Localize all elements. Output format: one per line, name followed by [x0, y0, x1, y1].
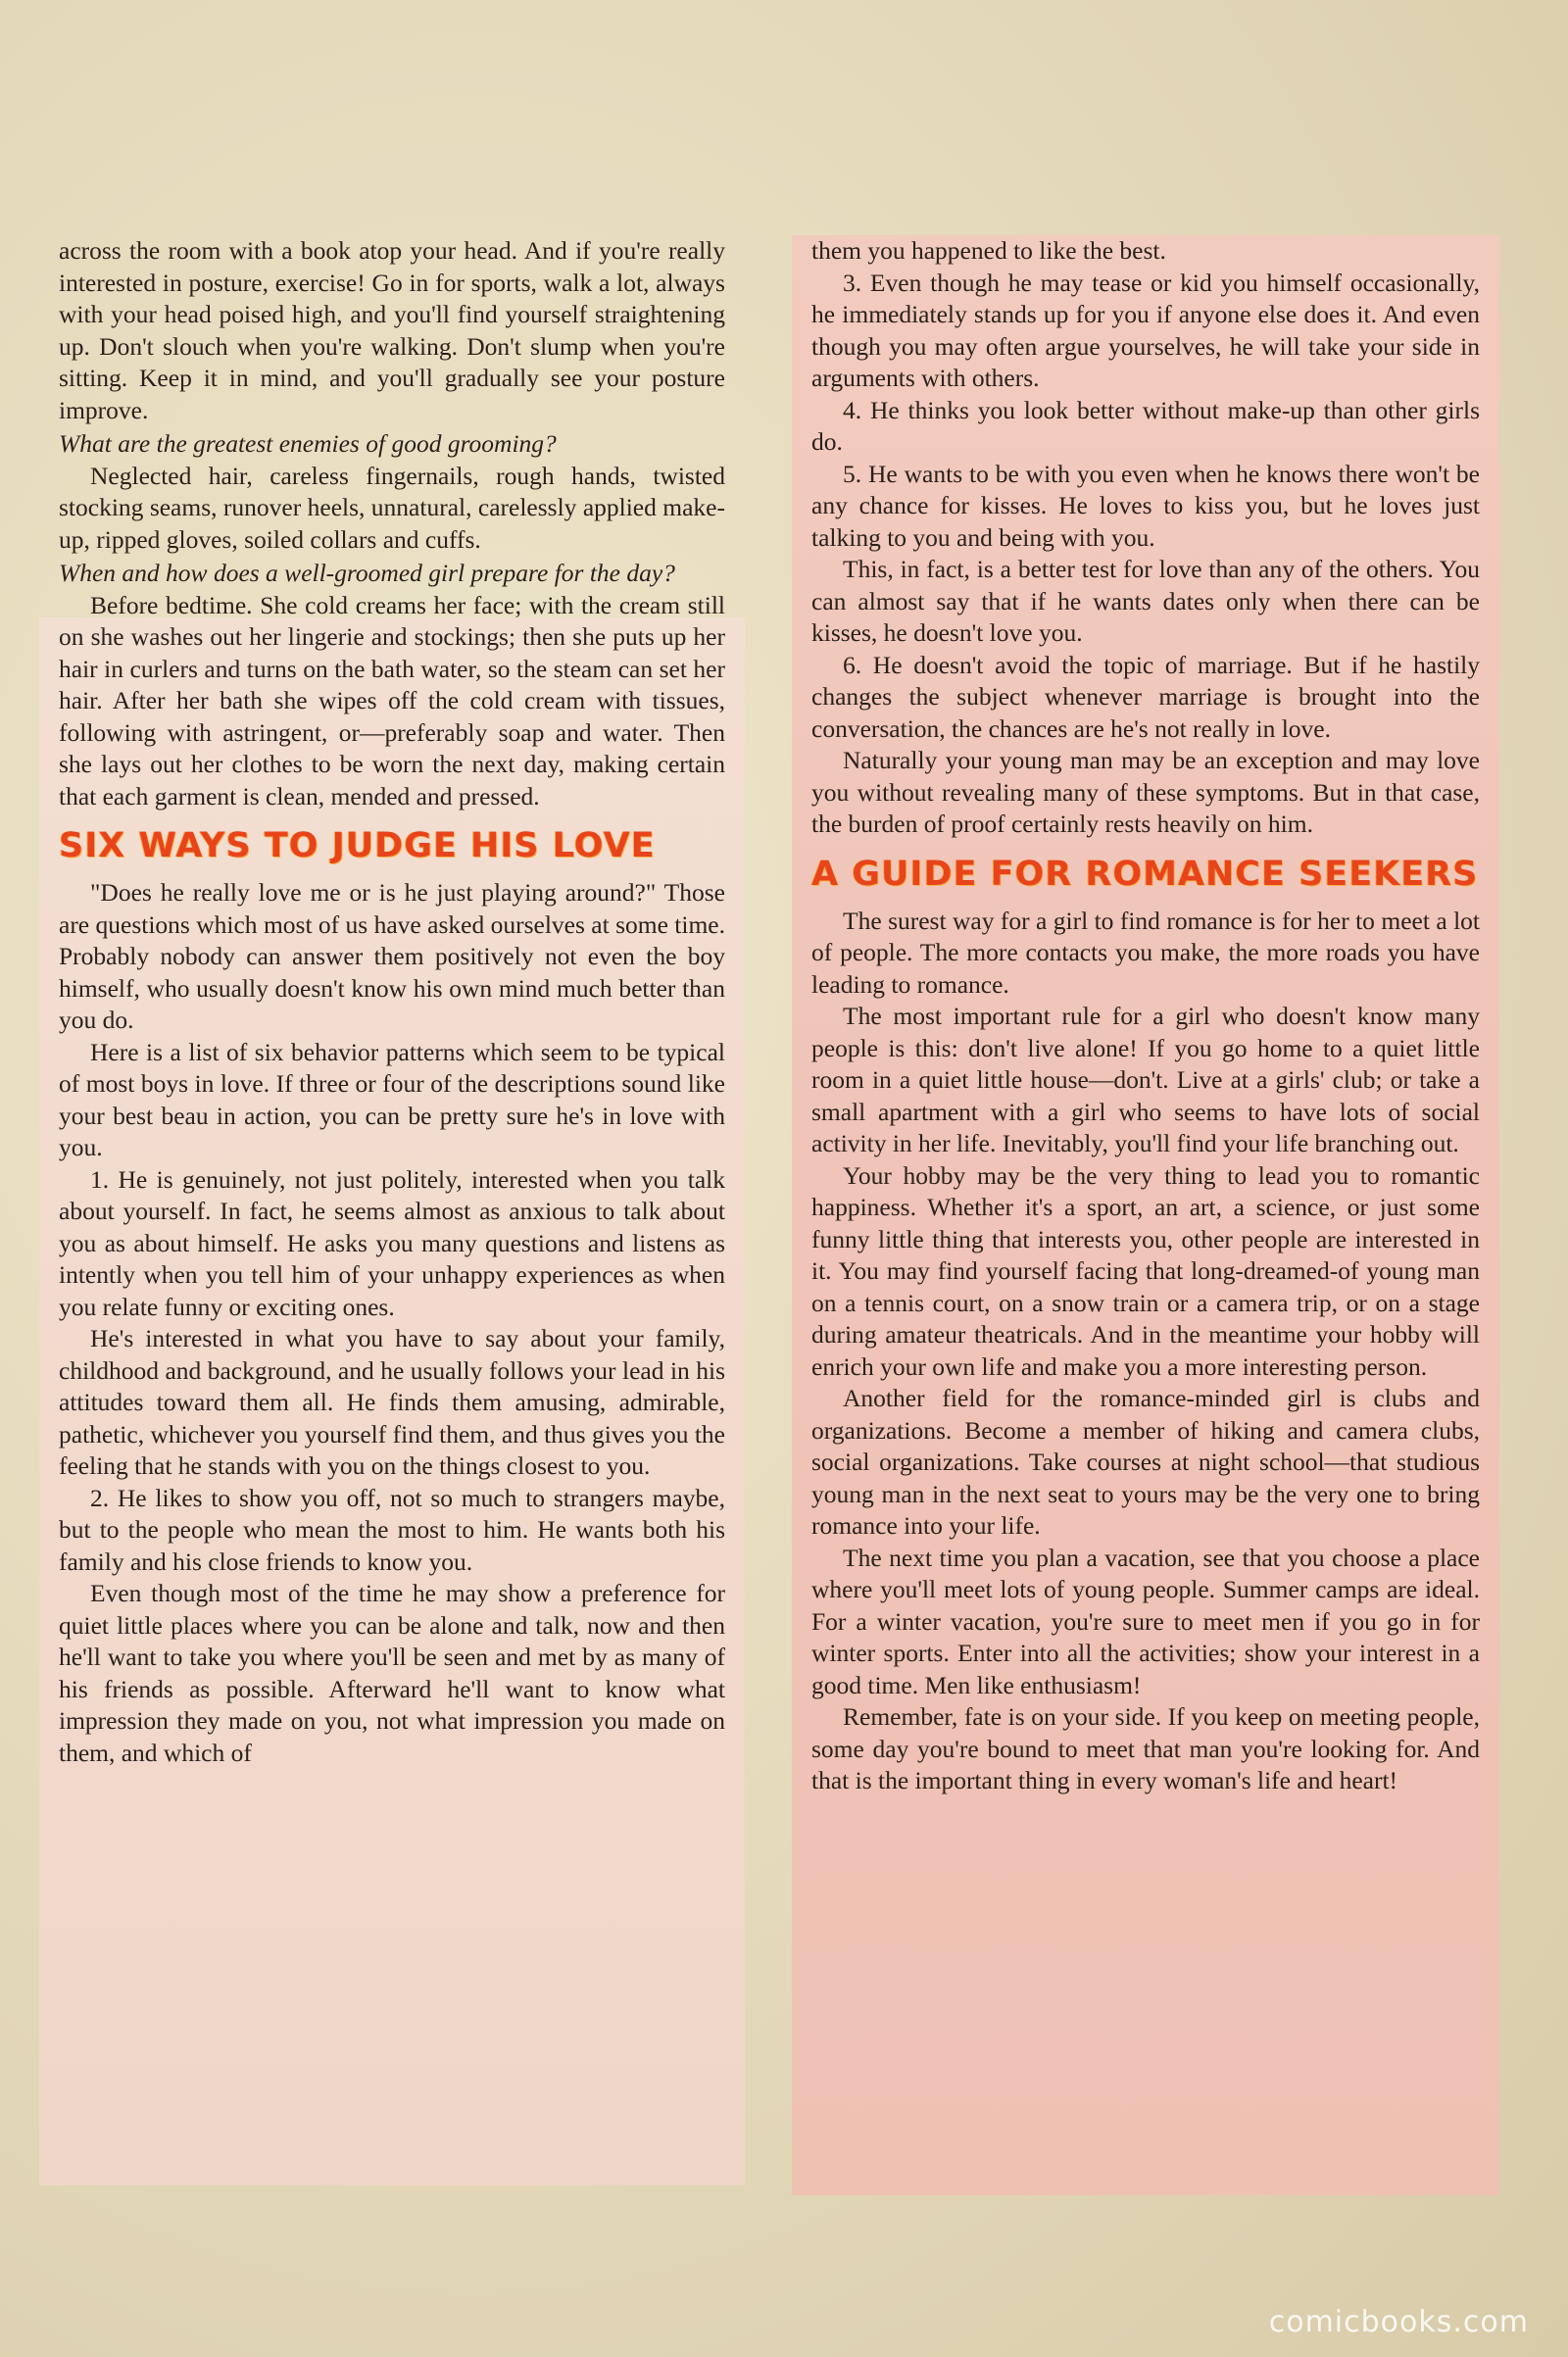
paragraph: 1. He is genuinely, not just politely, interested when you talk about yourself. In fact, he seems almost as anxious to talk about you as about himself. He asks you many questions and listens as intently when you tell him of your unhappy experiences as when you relate funny or exciting ones.: [59, 1164, 725, 1321]
question-heading: When and how does a well-groomed girl prepare for the day?: [59, 559, 675, 587]
paragraph: Neglected hair, careless fingernails, rough hands, twisted stocking seams, runover heels, unnatural, carelessly applied make-up, ripped gloves, soiled collars and cuffs.: [59, 461, 725, 554]
paragraph: Here is a list of six behavior patterns which seem to be typical of most boys in love. If three or four of the descriptions sound like your best beau in action, you can be pretty sure he's in love with you.: [59, 1037, 725, 1161]
watermark-text: comicbooks.com: [1268, 2305, 1529, 2339]
paragraph: The surest way for a girl to find romance is for her to meet a lot of people. The more contacts you make, the more roads you have leading to romance.: [811, 906, 1480, 999]
right-column: [792, 235, 1499, 2195]
paragraph: "Does he really love me or is he just playing around?" Those are questions which most of us have asked ourselves at some time. Probably nobody can answer them positively not even the boy himself, who usually doesn't know his own mind much better than you do.: [59, 878, 725, 1034]
paragraph: Before bedtime. She cold creams her face; with the cream still on she washes out her lingerie and stockings; then she puts up her hair in curlers and turns on the bath water, so the steam can set her hair. After her bath she wipes off the cold cream with tissues, following with astringent, or—preferably soap and water. Then she lays out her clothes to be worn the next day, making certain that each garment is clean, mended and pressed.: [59, 590, 725, 810]
paragraph: The next time you plan a vacation, see that you choose a place where you'll meet lots of young people. Summer camps are ideal. For a winter vacation, you're sure to meet men if you go in for winter sports. Enter into all the activities; show your interest in a good time. Men like enthusiasm!: [811, 1543, 1480, 1699]
paragraph: Even though most of the time he may show a preference for quiet little places where you can be alone and talk, now and then he'll want to take you where you'll be seen and met by as many of his friends as possible. Afterward he'll want to know what impression they made on you, not what impression you made on them, and which of: [59, 1579, 725, 1767]
left-column: [49, 235, 735, 1769]
paragraph: 5. He wants to be with you even when he knows there won't be any chance for kisses. He loves to kiss you, but he loves just talking to you and being with you.: [811, 459, 1480, 552]
paragraph: Your hobby may be the very thing to lead you to romantic happiness. Whether it's a sport, an art, a science, or just some funny little thing that interests you, other people are interested in it. You may find yourself facing that long-dreamed-of young man on a tennis court, on a snow train or a camera trip, or on a stage during amateur theatricals. And in the meantime your hobby will enrich your own life and make you a more interesting person.: [811, 1160, 1480, 1381]
paragraph: The most important rule for a girl who doesn't know many people is this: don't live alone! If you go home to a quiet little room in a quiet little house—don't. Live at a girls' club; or take a small apartment with a girl who seems to have lots of social activity in her life. Inevitably, you'll find your life branching out.: [811, 1002, 1480, 1157]
paragraph: them you happened to like the best.: [811, 236, 1166, 265]
paragraph: 4. He thinks you look better without make-up than other girls do.: [811, 395, 1480, 456]
paragraph: This, in fact, is a better test for love than any of the others. You can almost say that if he wants dates only when there can be kisses, he doesn't love you.: [811, 555, 1480, 647]
paragraph: 2. He likes to show you off, not so much to strangers maybe, but to the people who mean the most to him. He wants both his family and his close friends to know you.: [59, 1483, 725, 1576]
paragraph: 6. He doesn't avoid the topic of marriage. But if he hastily changes the subject whenever marriage is brought into the conversation, the chances are he's not really in love.: [811, 650, 1480, 743]
paragraph: across the room with a book atop your head. And if you're really interested in posture, exercise! Go in for sports, walk a lot, always with your head poised high, and you'll find yourself straightening up. Don't slouch when you're walking. Don't slump when you're sitting. Keep it in mind, and you'll gradually see your posture improve.: [59, 236, 725, 424]
section-heading-romance-seekers: A GUIDE FOR ROMANCE SEEKERS: [811, 854, 1479, 894]
paragraph: Another field for the romance-minded girl is clubs and organizations. Become a member of hiking and camera clubs, social organizations. Take courses at night school—that studious young man in the next seat to yours may be the very one to bring romance into your life.: [811, 1384, 1480, 1540]
paragraph: Naturally your young man may be an exception and may love you without revealing many of these symptoms. But in that case, the burden of proof certainly rests heavily on him.: [811, 746, 1480, 838]
paragraph: He's interested in what you have to say about your family, childhood and background, and he usually follows your lead in his attitudes toward them all. He finds them amusing, admirable, pathetic, whichever you yourself find them, and thus gives you the feeling that he stands with you on the things closest to you.: [59, 1324, 725, 1480]
section-heading-six-ways: SIX WAYS TO JUDGE HIS LOVE: [59, 826, 656, 865]
paragraph: 3. Even though he may tease or kid you himself occasionally, he immediately stands up for you if anyone else does it. And even though you may often argue yourselves, he will take your side in arguments with others.: [811, 268, 1480, 392]
paragraph: Remember, fate is on your side. If you keep on meeting people, some day you're bound to meet that man you're looking for. And that is the important thing in every woman's life and heart!: [811, 1702, 1480, 1794]
question-heading: What are the greatest enemies of good grooming?: [59, 429, 557, 458]
